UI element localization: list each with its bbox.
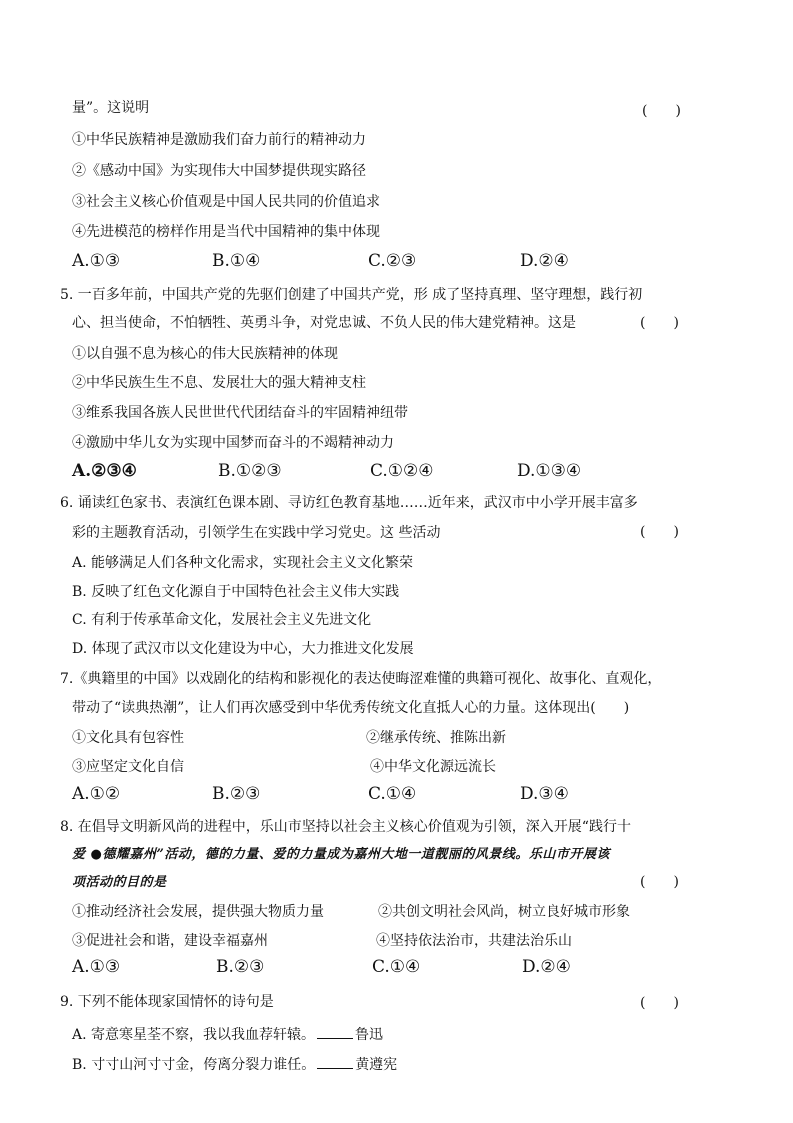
q5-option-2: ②中华民族生生不息、发展壮大的强大精神支柱: [72, 375, 366, 391]
q7-answer-d: D.③④: [520, 784, 569, 804]
q8-option-3: ③促进社会和谐，建设幸福嘉州: [72, 933, 268, 949]
q9-stem: 9. 下列不能体现家国情怀的诗句是: [60, 994, 274, 1010]
q5-answer-c: C.①②④: [370, 461, 434, 481]
q8-option-2: ②共创文明社会风尚，树立良好城市形象: [378, 904, 630, 920]
q6-option-d: D. 体现了武汉市以文化建设为中心，大力推进文化发展: [72, 641, 414, 657]
q8-answer-paren: ( ): [640, 874, 679, 890]
q6-option-c: C. 有利于传承革命文化，发展社会主义先进文化: [72, 612, 372, 628]
q9-option-b-blank: [317, 1056, 353, 1069]
q5-answer-b: B.①②③: [218, 461, 282, 481]
q9-option-b-text: B. 寸寸山河寸寸金，侉离分裂力谁任。: [72, 1057, 316, 1073]
q5-option-4: ④激励中华儿女为实现中国梦而奋斗的不竭精神动力: [72, 435, 394, 451]
q6-option-b: B. 反映了红色文化源自于中国特色社会主义伟大实践: [72, 584, 400, 600]
q7-option-2: ②继承传统、推陈出新: [366, 730, 506, 746]
q5-answer-paren: ( ): [640, 315, 679, 331]
q8-answer-c: C.①④: [372, 957, 421, 977]
q6-answer-paren: ( ): [640, 524, 679, 540]
q8-answer-b: B.②③: [216, 957, 265, 977]
q8-answer-d: D.②④: [522, 957, 571, 977]
q7-stem-line-1: 7.《典籍里的中国》以戏剧化的结构和影视化的表达使晦涩难懂的典籍可视化、故事化、直观化，: [60, 671, 662, 687]
q8-answer-a: A.①③: [72, 957, 121, 977]
q4-answer-d: D.②④: [520, 251, 569, 271]
q7-answer-c: C.①④: [368, 784, 417, 804]
q7-option-4: ④中华文化源远流长: [370, 759, 496, 775]
q4-option-1: ①中华民族精神是激励我们奋力前行的精神动力: [72, 132, 366, 148]
q8-option-1: ①推动经济社会发展，提供强大物质力量: [72, 904, 324, 920]
q7-stem-line-2: 带动了“读典热潮”，让人们再次感受到中华优秀传统文化直抵人心的力量。这体现出( ): [72, 700, 630, 716]
q7-answer-a: A.①②: [72, 784, 121, 804]
q9-option-a-author: 鲁迅: [355, 1027, 384, 1043]
q4-stem-tail: 量”。这说明: [72, 100, 150, 116]
q4-option-4: ④先进模范的榜样作用是当代中国精神的集中体现: [72, 224, 380, 240]
q4-answer-c: C.②③: [368, 251, 417, 271]
q5-stem-line-1: 5. 一百多年前，中国共产党的先驱们创建了中国共产党，形 成了坚持真理、坚守理想，践行初: [60, 287, 643, 303]
q7-option-3: ③应坚定文化自信: [72, 759, 184, 775]
q7-answer-b: B.②③: [212, 784, 261, 804]
q9-option-a: [72, 1026, 383, 1044]
q6-stem-line-2: 彩的主题教育活动，引领学生在实践中学习党史。这 些活动: [72, 525, 441, 541]
q8-stem-line-2: 爱 ●德耀嘉州”活动，德的力量、爱的力量成为嘉州大地一道靓丽的风景线。乐山市开展该: [72, 847, 610, 862]
q6-stem-line-1: 6. 诵读红色家书、表演红色课本剧、寻访红色教育基地……近年来，武汉市中小学开展丰富多: [60, 495, 638, 511]
q8-stem-line-1: 8. 在倡导文明新风尚的进程中，乐山市坚持以社会主义核心价值观为引领，深入开展“践行十: [60, 819, 631, 835]
q8-stem-line-3: 项活动的目的是: [72, 875, 167, 890]
q4-option-2: ②《感动中国》为实现伟大中国梦提供现实路径: [72, 163, 366, 179]
q5-option-3: ③维系我国各族人民世世代代团结奋斗的牢固精神纽带: [72, 405, 408, 421]
q8-option-4: ④坚持依法治市，共建法治乐山: [376, 933, 572, 949]
q7-option-1: ①文化具有包容性: [72, 730, 184, 746]
q4-answer-paren: ( ): [642, 103, 681, 119]
q5-option-1: ①以自强不息为核心的伟大民族精神的体现: [72, 346, 338, 362]
q6-option-a: A. 能够满足人们各种文化需求，实现社会主义文化繁荣: [72, 555, 414, 571]
q5-answer-d: D.①③④: [517, 461, 582, 481]
q9-option-b-author: 黄遵宪: [355, 1057, 398, 1073]
q9-option-b: [72, 1056, 397, 1074]
q4-answer-b: B.①④: [212, 251, 261, 271]
q5-stem-line-2: 心、担当使命，不怕牺牲、英勇斗争，对党忠诚、不负人民的伟大建党精神。这是: [72, 315, 576, 331]
q4-option-3: ③社会主义核心价值观是中国人民共同的价值追求: [72, 194, 380, 210]
q9-option-a-text: A. 寄意寒星荃不察，我以我血荐轩辕。: [72, 1027, 316, 1043]
q9-answer-paren: ( ): [640, 995, 679, 1011]
q5-answer-a: A.②③④: [72, 461, 137, 481]
q9-option-a-blank: [317, 1026, 353, 1039]
q4-answer-a: A.①③: [72, 251, 121, 271]
